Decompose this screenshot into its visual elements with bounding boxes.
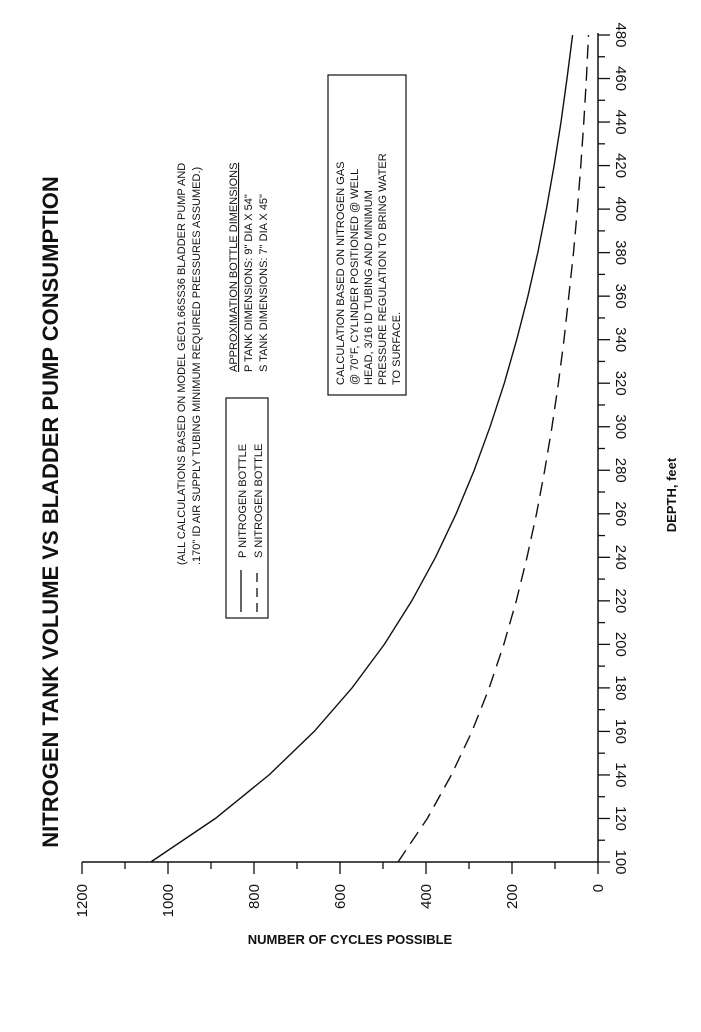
cycles-tick-label: 200 bbox=[504, 884, 521, 910]
depth-tick-label: 440 bbox=[612, 109, 629, 135]
depth-tick-label: 320 bbox=[612, 370, 629, 396]
calc-line-2: @ 70°F, CYLINDER POSITIONED @ WELL bbox=[349, 168, 361, 385]
legend-s-label: S NITROGEN BOTTLE bbox=[253, 443, 265, 558]
dimensions-note bbox=[228, 163, 270, 372]
chart-title: NITROGEN TANK VOLUME VS BLADDER PUMP CONSUMPTION bbox=[38, 176, 63, 848]
depth-tick-label: 100 bbox=[612, 849, 629, 875]
depth-tick-label: 220 bbox=[612, 588, 629, 614]
depth-tick-label: 200 bbox=[612, 631, 629, 657]
depth-tick-label: 160 bbox=[612, 718, 629, 744]
cycles-tick-label: 600 bbox=[332, 884, 349, 910]
series-p-line bbox=[151, 35, 573, 862]
legend bbox=[226, 398, 268, 618]
axes bbox=[74, 22, 629, 917]
dims-s: S TANK DIMENSIONS: 7" DIA X 45" bbox=[258, 194, 270, 372]
depth-tick-label: 480 bbox=[612, 22, 629, 48]
calculation-note bbox=[328, 75, 406, 395]
depth-tick-label: 120 bbox=[612, 805, 629, 831]
calc-line-5: TO SURFACE. bbox=[391, 311, 403, 385]
cycles-tick-label: 800 bbox=[246, 884, 263, 910]
depth-tick-label: 340 bbox=[612, 327, 629, 353]
calc-line-4: PRESSURE REGULATION TO BRING WATER bbox=[377, 153, 389, 385]
depth-tick-label: 180 bbox=[612, 675, 629, 701]
calc-line-1: CALCULATION BASED ON NITROGEN GAS bbox=[335, 161, 347, 385]
cycles-tick-label: 1200 bbox=[74, 884, 91, 918]
legend-p-label: P NITROGEN BOTTLE bbox=[237, 443, 249, 558]
x-axis-label: DEPTH, feet bbox=[664, 457, 679, 533]
assumptions-line-1: (ALL CALCULATIONS BASED ON MODEL GEO1.66SS36 BLADDER PUMP AND bbox=[176, 162, 188, 565]
depth-tick-label: 400 bbox=[612, 196, 629, 222]
depth-tick-label: 240 bbox=[612, 544, 629, 570]
dims-heading: APPROXIMATION BOTTLE DIMENSIONS bbox=[228, 162, 240, 372]
depth-tick-label: 140 bbox=[612, 762, 629, 788]
depth-tick-label: 360 bbox=[612, 283, 629, 309]
cycles-tick-label: 1000 bbox=[160, 884, 177, 918]
depth-tick-label: 300 bbox=[612, 414, 629, 440]
assumptions-note bbox=[176, 163, 203, 565]
assumptions-line-2: .170" ID AIR SUPPLY TUBING MINIMUM REQUIRED PRESSURES ASSUMED.) bbox=[191, 166, 203, 565]
depth-tick-label: 420 bbox=[612, 153, 629, 179]
cycles-tick-label: 400 bbox=[418, 884, 435, 910]
cycles-tick-label: 0 bbox=[590, 884, 607, 893]
depth-tick-label: 280 bbox=[612, 457, 629, 483]
depth-tick-label: 460 bbox=[612, 66, 629, 92]
series-group bbox=[151, 35, 589, 862]
y-axis-label: NUMBER OF CYCLES POSSIBLE bbox=[247, 932, 453, 947]
calc-line-3: HEAD, 3/16 ID TUBING AND MINIMUM bbox=[363, 190, 375, 385]
dims-p: P TANK DIMENSIONS: 9" DIA X 54" bbox=[243, 194, 255, 372]
series-s-line bbox=[398, 35, 589, 862]
depth-tick-label: 380 bbox=[612, 240, 629, 266]
depth-tick-label: 260 bbox=[612, 501, 629, 527]
